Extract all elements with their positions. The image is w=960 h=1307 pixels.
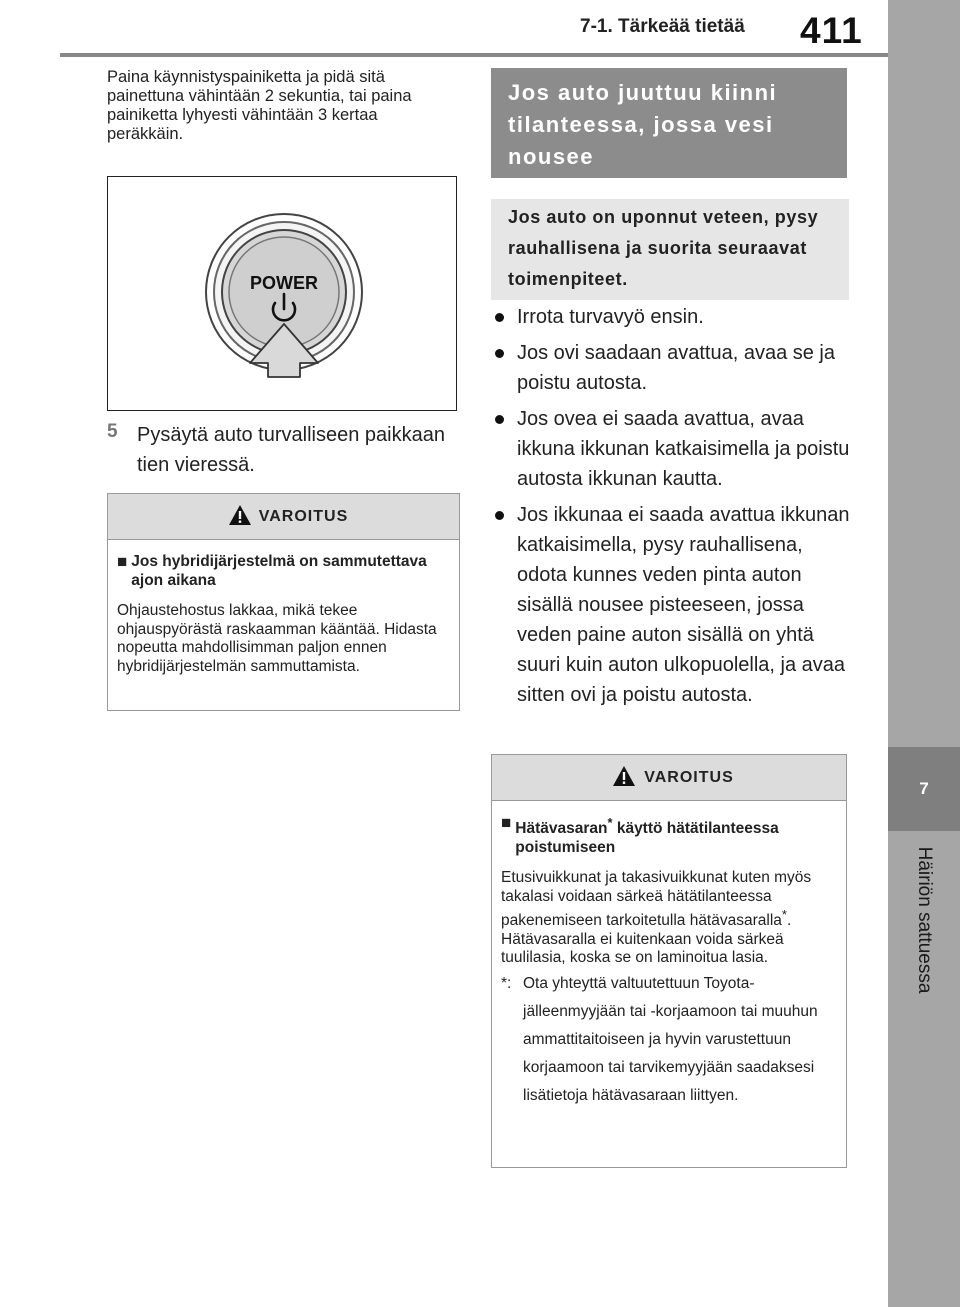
list-item: Jos ovea ei saada avattua, avaa ikkuna ikkunan katkaisimella ja poistu autosta ikkunan kautta. [491, 404, 851, 494]
warning-title: VAROITUS [258, 507, 349, 525]
warning-icon [612, 765, 636, 787]
section-intro-box: Jos auto on uponnut veteen, pysy rauhallisena ja suorita seuraavat toimenpiteet. [491, 199, 849, 300]
warning-heading-text: Hätävasaran* käyttö hätätilanteessa poistumiseen [515, 815, 779, 857]
header-divider [60, 53, 888, 57]
warning-text: Etusivuikkunat ja takasivuikkunat kuten myös takalasi voidaan särkeä hätätilanteessa pakenemiseen tarkoitetulla hätävasaralla*. Hätävasaralla ei kuitenkaan voida särkeä tuulilasia, koska se on laminoitua lasia. [501, 869, 812, 967]
square-bullet-icon: ■ [117, 552, 128, 571]
warning-icon [228, 504, 252, 526]
power-label: POWER [249, 273, 319, 293]
warning-title: VAROITUS [644, 768, 734, 786]
footnote-mark: *: [501, 974, 512, 992]
warning-header [108, 494, 459, 540]
chapter-number: 7 [888, 747, 960, 831]
bullet-icon [495, 511, 504, 520]
step-text: Pysäytä auto turvalliseen paikkaan tien vieressä. [137, 424, 445, 476]
section-header: 7-1. Tärkeää tietää [580, 16, 745, 37]
instruction-list [491, 302, 851, 716]
warning-heading [501, 813, 838, 857]
list-item: Irrota turvavyö ensin. [491, 302, 851, 332]
intro-paragraph: Paina käynnistyspainiketta ja pidä sitä painettuna vähintään 2 sekuntia, tai paina painiketta lyhyesti vähintään 3 kertaa peräkkäin. [107, 68, 412, 143]
footnote-text: Ota yhteyttä valtuutettuun Toyota-jälleenmyyjään tai -korjaamoon tai muuhun ammattitaitoiseen ja hyvin varustettuun korjaamoon tai tarvikemyyjään saadaksesi lisätietoja hätävasaraan liittyen. [523, 974, 818, 1104]
section-title-banner: Jos auto juuttuu kiinni tilanteessa, jossa vesi nousee [491, 68, 847, 178]
warning-heading [117, 552, 451, 590]
bullet-icon [495, 313, 504, 322]
footnote [501, 970, 838, 1110]
warning-box-hybrid [107, 493, 460, 711]
warning-header [492, 755, 846, 801]
list-item: Jos ovi saadaan avattua, avaa se ja poistu autosta. [491, 338, 851, 398]
page-number: 411 [800, 10, 863, 51]
chapter-side-tab [888, 0, 960, 1307]
warning-text: Ohjaustehostus lakkaa, mikä tekee ohjauspyörästä raskaamman kääntää. Hidasta nopeutta mahdollisimman paljon ennen hybridijärjestelmän sammuttamista. [117, 602, 437, 675]
power-button-illustration [108, 177, 455, 409]
power-button-figure [107, 176, 457, 411]
bullet-icon [495, 415, 504, 424]
bullet-icon [495, 349, 504, 358]
warning-box-hammer [491, 754, 847, 1168]
square-bullet-icon: ■ [501, 813, 512, 832]
step-number: 5 [107, 421, 118, 442]
warning-heading-text: Jos hybridijärjestelmä on sammutettava ajon aikana [131, 553, 427, 589]
list-item: Jos ikkunaa ei saada avattua ikkunan katkaisimella, pysy rauhallisena, odota kunnes veden pinta auton sisällä nousee pisteeseen, jossa veden paine auton sisällä on yhtä suuri kuin auton ulkopuolella, ja avaa sitten ovi ja poistu autosta. [491, 500, 851, 710]
chapter-title: Häiriön sattuessa [914, 846, 935, 994]
